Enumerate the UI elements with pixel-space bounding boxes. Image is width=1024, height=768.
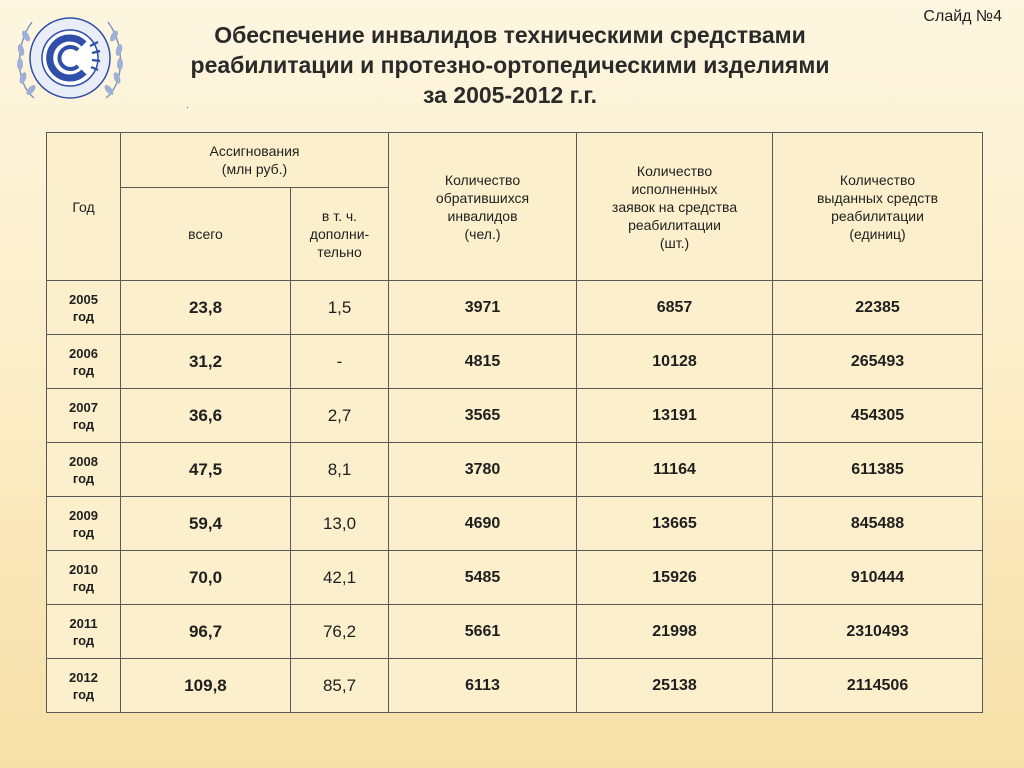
cell-applied: 4690 <box>389 497 577 551</box>
header-total: всего <box>121 188 291 281</box>
cell-issued: 2310493 <box>773 605 983 659</box>
cell-extra: - <box>291 335 389 389</box>
cell-fulfilled: 15926 <box>577 551 773 605</box>
table-row <box>47 497 983 551</box>
title-line-1: Обеспечение инвалидов техническими средствами <box>214 22 806 48</box>
table-row <box>47 659 983 713</box>
cell-year: 2012 год <box>47 659 121 713</box>
cell-issued: 910444 <box>773 551 983 605</box>
cell-year: 2010 год <box>47 551 121 605</box>
cell-total: 96,7 <box>121 605 291 659</box>
cell-total: 31,2 <box>121 335 291 389</box>
cell-applied: 5485 <box>389 551 577 605</box>
cell-applied: 3565 <box>389 389 577 443</box>
cell-extra: 76,2 <box>291 605 389 659</box>
cell-total: 23,8 <box>121 281 291 335</box>
cell-total: 70,0 <box>121 551 291 605</box>
cell-total: 59,4 <box>121 497 291 551</box>
cell-extra: 85,7 <box>291 659 389 713</box>
cell-issued: 22385 <box>773 281 983 335</box>
cell-year: 2005 год <box>47 281 121 335</box>
cell-applied: 3780 <box>389 443 577 497</box>
header-allocations: Ассигнования (млн руб.) <box>121 133 389 188</box>
cell-extra: 13,0 <box>291 497 389 551</box>
table-row <box>47 605 983 659</box>
cell-fulfilled: 6857 <box>577 281 773 335</box>
header-applied: Количество обратившихся инвалидов (чел.) <box>389 133 577 281</box>
cell-applied: 5661 <box>389 605 577 659</box>
cell-fulfilled: 13191 <box>577 389 773 443</box>
social-insurance-fund-emblem-icon <box>6 6 134 110</box>
cell-year: 2008 год <box>47 443 121 497</box>
cell-issued: 265493 <box>773 335 983 389</box>
data-table <box>46 132 983 713</box>
cell-total: 47,5 <box>121 443 291 497</box>
cell-fulfilled: 25138 <box>577 659 773 713</box>
header-issued: Количество выданных средств реабилитации (единиц) <box>773 133 983 281</box>
cell-year: 2009 год <box>47 497 121 551</box>
header-year: Год <box>47 133 121 281</box>
cell-extra: 1,5 <box>291 281 389 335</box>
title-line-3: за 2005-2012 г.г. <box>422 82 598 108</box>
page-title <box>150 20 870 110</box>
cell-total: 109,8 <box>121 659 291 713</box>
title-line-2: реабилитации и протезно-ортопедическими изделиями <box>190 52 830 78</box>
table-row <box>47 335 983 389</box>
cell-year: 2011 год <box>47 605 121 659</box>
cell-fulfilled: 10128 <box>577 335 773 389</box>
table-row <box>47 443 983 497</box>
table-row <box>47 389 983 443</box>
cell-fulfilled: 11164 <box>577 443 773 497</box>
cell-year: 2007 год <box>47 389 121 443</box>
cell-fulfilled: 13665 <box>577 497 773 551</box>
cell-issued: 454305 <box>773 389 983 443</box>
header-fulfilled: Количество исполненных заявок на средства реабилитации (шт.) <box>577 133 773 281</box>
cell-issued: 611385 <box>773 443 983 497</box>
cell-applied: 4815 <box>389 335 577 389</box>
table-row <box>47 551 983 605</box>
cell-applied: 6113 <box>389 659 577 713</box>
cell-applied: 3971 <box>389 281 577 335</box>
cell-issued: 845488 <box>773 497 983 551</box>
cell-year: 2006 год <box>47 335 121 389</box>
cell-extra: 2,7 <box>291 389 389 443</box>
cell-total: 36,6 <box>121 389 291 443</box>
cell-issued: 2114506 <box>773 659 983 713</box>
table-row <box>47 281 983 335</box>
stray-dot: . <box>186 100 189 111</box>
cell-extra: 8,1 <box>291 443 389 497</box>
header-additional: в т. ч. дополни- тельно <box>291 188 389 281</box>
cell-extra: 42,1 <box>291 551 389 605</box>
slide-number: Слайд №4 <box>923 8 1002 25</box>
cell-fulfilled: 21998 <box>577 605 773 659</box>
